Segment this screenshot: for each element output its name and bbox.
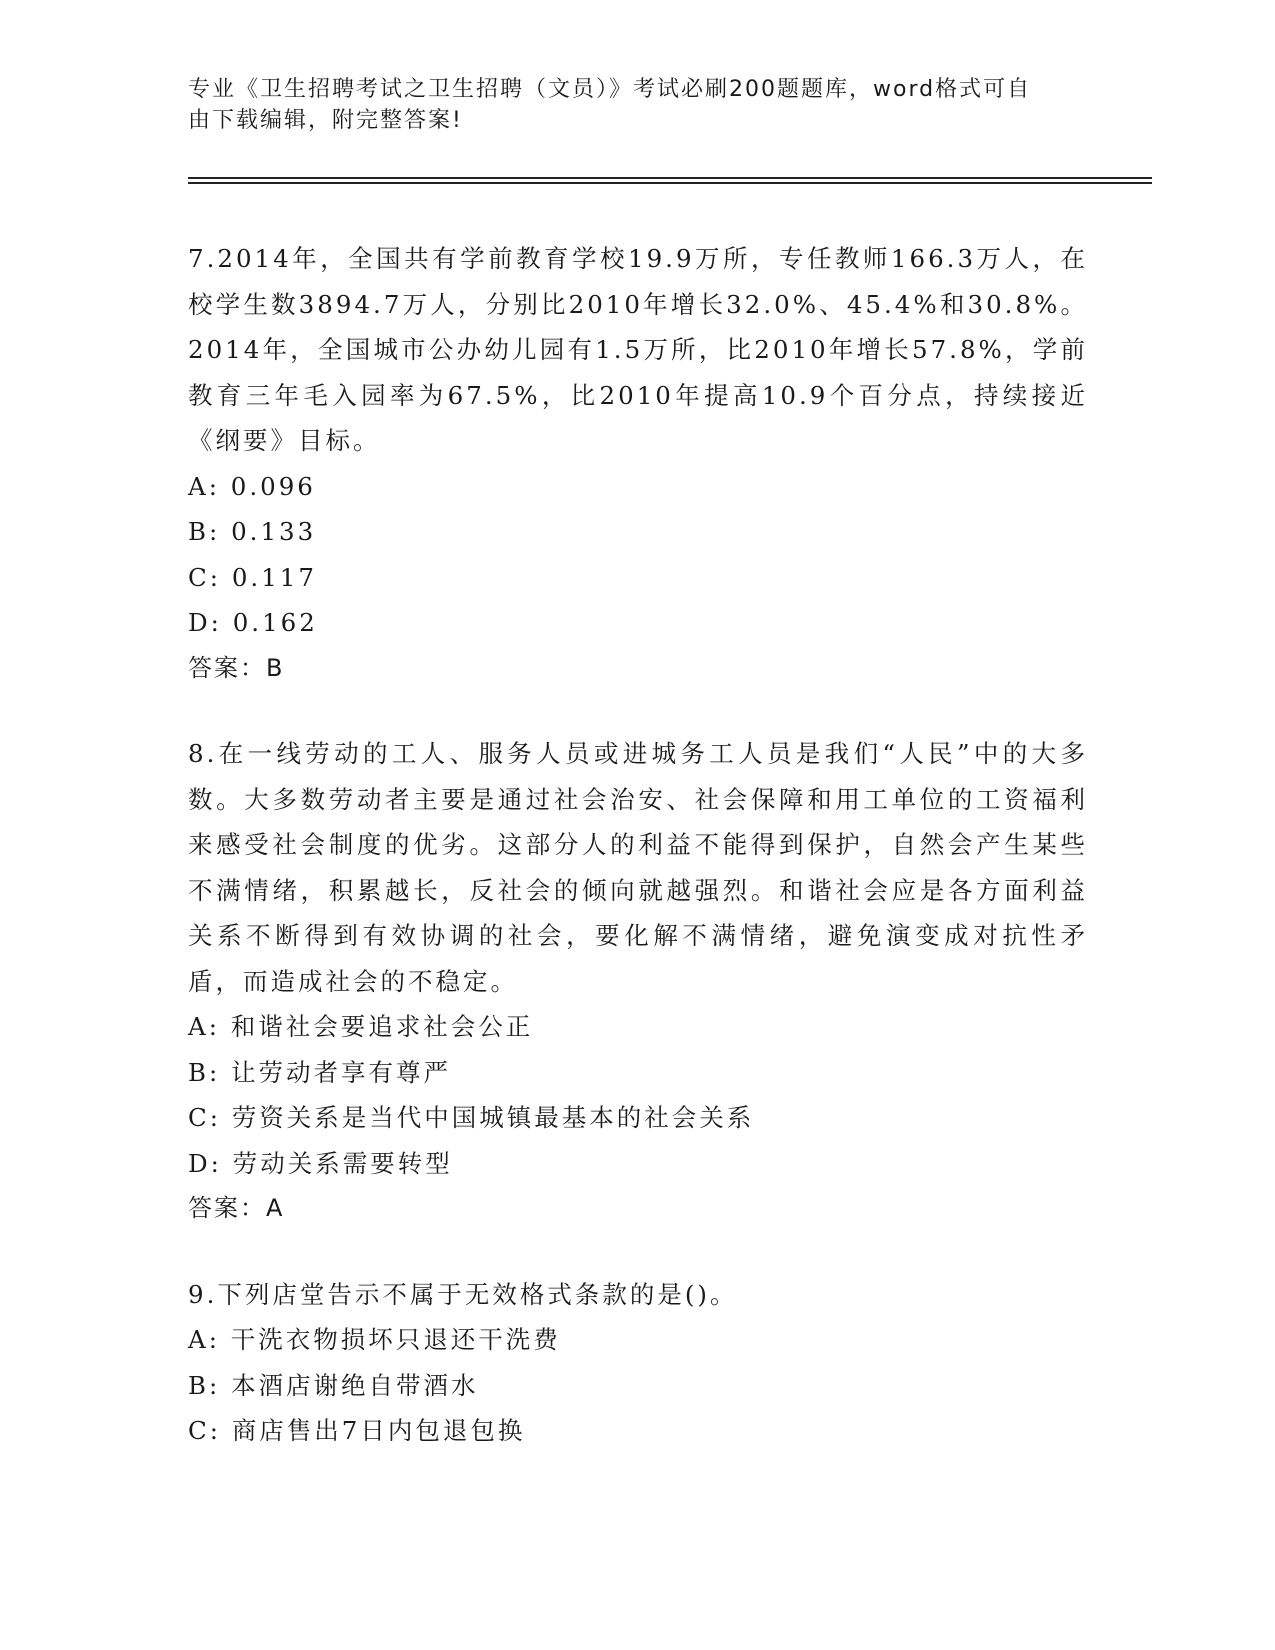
option-text: 劳动关系需要转型 xyxy=(232,1148,453,1178)
option-label: A: xyxy=(188,471,220,501)
option-c xyxy=(188,1408,1088,1454)
option-text: 商店售出7日内包退包换 xyxy=(231,1416,526,1445)
header-divider-top xyxy=(188,177,1152,179)
option-label: C: xyxy=(188,1103,222,1132)
question-list xyxy=(188,236,1088,1454)
option-c xyxy=(188,555,1088,601)
option-b xyxy=(188,509,1088,555)
question-9 xyxy=(188,1272,1088,1454)
option-text: 劳资关系是当代中国城镇最基本的社会关系 xyxy=(231,1103,755,1132)
question-8 xyxy=(188,731,1088,1232)
option-text: 0.096 xyxy=(230,471,316,501)
option-label: C: xyxy=(188,562,222,592)
answer-line: 答案：A xyxy=(188,1194,285,1222)
option-d xyxy=(188,1141,1088,1187)
option-label: A: xyxy=(188,1325,220,1354)
option-text: 0.162 xyxy=(232,608,318,637)
option-label: D: xyxy=(188,1148,222,1178)
question-stem: 9.下列店堂告示不属于无效格式条款的是()。 xyxy=(188,1279,738,1309)
option-c xyxy=(188,1095,1088,1141)
header-divider-bottom xyxy=(188,182,1152,184)
header-line-2: 由下载编辑，附完整答案! xyxy=(188,108,463,133)
option-label: A: xyxy=(188,1012,220,1041)
question-7 xyxy=(188,236,1088,691)
option-text: 和谐社会要追求社会公正 xyxy=(230,1012,534,1041)
option-a xyxy=(188,1004,1088,1050)
option-a xyxy=(188,1317,1088,1363)
option-label: B: xyxy=(188,1057,221,1087)
option-label: D: xyxy=(188,608,222,637)
option-a xyxy=(188,464,1088,510)
option-label: C: xyxy=(188,1416,222,1445)
option-label: B: xyxy=(188,1370,221,1400)
header-line-1: 专业《卫生招聘考试之卫生招聘（文员）》考试必刷200题题库，word格式可自 xyxy=(188,77,1032,102)
option-b xyxy=(188,1050,1088,1096)
option-b xyxy=(188,1363,1088,1409)
option-text: 干洗衣物损坏只退还干洗费 xyxy=(230,1325,561,1354)
option-text: 0.117 xyxy=(231,562,317,592)
answer-line: 答案：B xyxy=(188,653,285,682)
document-header xyxy=(188,74,1068,136)
option-d xyxy=(188,600,1088,646)
option-text: 本酒店谢绝自带酒水 xyxy=(231,1370,479,1400)
option-label: B: xyxy=(188,517,221,546)
option-text: 让劳动者享有尊严 xyxy=(231,1057,452,1087)
question-stem: 8.在一线劳动的工人、服务人员或进城务工人员是我们“人民”中的大多数。大多数劳动者主要是通过社会治安、社会保障和用工单位的工资福利来感受社会制度的优劣。这部分人的利益不能得到保护，自然会产生某些不满情绪，积累越长，反社会的倾向就越强烈。和谐社会应是各方面利益关系不断得到有效协调的社会，要化解不满情绪，避免演变成对抗性矛盾，而造成社会的不稳定。 xyxy=(188,739,1088,996)
option-text: 0.133 xyxy=(231,517,317,546)
question-stem: 7.2014年，全国共有学前教育学校19.9万所，专任教师166.3万人，在校学生数3894.7万人，分别比2010年增长32.0%、45.4%和30.8%。2014年，全国城市公办幼儿园有1.5万所，比2010年增长57.8%，学前教育三年毛入园率为67.5%，比2010年提高10.9个百分点，持续接近《纲要》目标。 xyxy=(188,244,1088,455)
